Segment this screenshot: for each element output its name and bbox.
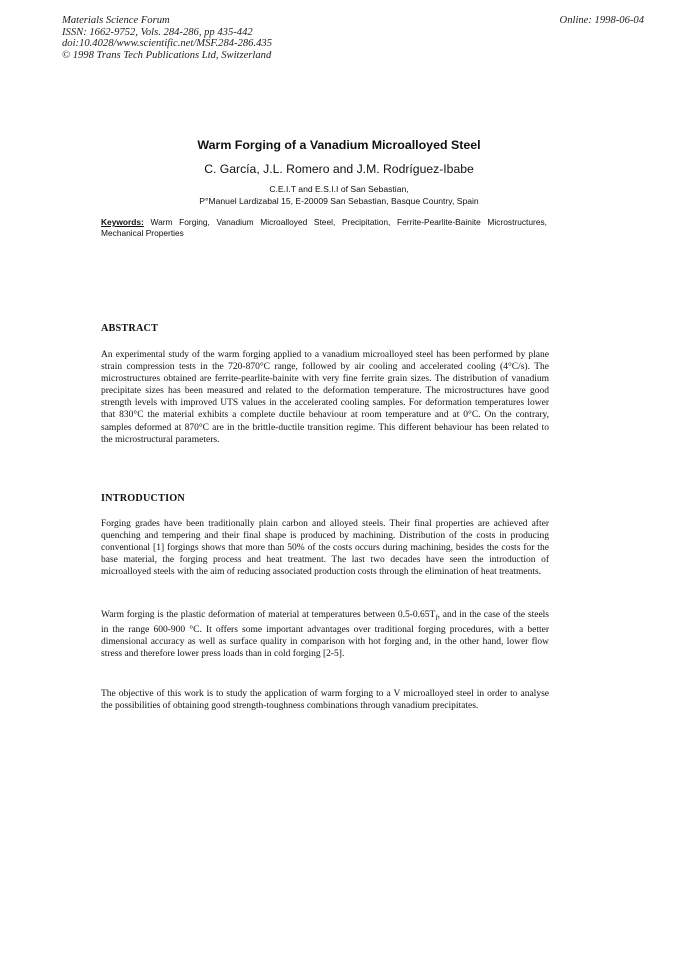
introduction-heading: INTRODUCTION: [101, 493, 185, 504]
abstract-text: An experimental study of the warm forging applied to a vanadium microalloyed steel has been performed by plane strain compression tests in the 720-870°C range, followed by air cooling and accelerated cooling (4°C/s). The microstructures obtained are ferrite-pearlite-bainite with very fine ferrite grain sizes. The distribution of vanadium precipitate sizes has been measured and related to the deformation temperature. The microstructures have good strength levels with improved UTS values in the accelerated cooling samples. For deformation temperatures lower that 830°C the material exhibits a complete ductile behaviour at room temperature and at 0°C. On the contrary, samples deformed at 870°C are in the brittle-ductile transition regime. This different behaviour has been related to the microstructural parameters.: [101, 350, 549, 445]
doi-line[interactable]: doi:10.4028/www.scientific.net/MSF.284-286.435: [62, 38, 272, 50]
issn-line: ISSN: 1662-9752, Vols. 284-286, pp 435-442: [62, 26, 253, 38]
intro-paragraph-1: Forging grades have been traditionally plain carbon and alloyed steels. Their final properties are achieved after quenching and tempering and their final shape is produced by machining. Distribution of the costs in producing conventional [1] forgings shows that more than 50% of the costs occurs during machining, besides the costs for the base material, the forging process and heat treatment. The last two decades have seen the introduction of microalloyed steels with the aim of reducing associated production costs through the elimination of heat treatments.: [101, 519, 549, 578]
keywords-label: Keywords:: [101, 217, 144, 227]
keywords-text: Warm Forging, Vanadium Microalloyed Steel, Precipitation, Ferrite-Pearlite-Bainite Microstructures, Mechanical Properties: [101, 217, 548, 239]
authors: C. García, J.L. Romero and J.M. Rodríguez-Ibabe: [204, 162, 474, 176]
intro-paragraph-2: [101, 609, 549, 660]
keywords: [101, 217, 547, 239]
publication-info: [62, 15, 272, 61]
intro-paragraph-2-start: Warm forging is the plastic deformation of material at temperatures between 0.5-0.65T: [101, 610, 436, 620]
intro-paragraph-2-end: , and in the case of the steels in the range 600-900 °C. It offers some important advantages over traditional forging procedures, with a better dimensional accuracy as well as surface quality in comparison with hot forging and, in the other hand, lower flow stress and therefore lower press loads than in cold forging [2-5].: [101, 610, 549, 660]
online-date: Online: 1998-06-04: [559, 15, 644, 26]
intro-paragraph-3: The objective of this work is to study the application of warm forging to a V microalloyed steel in order to analyse the possibilities of obtaining good strength-toughness combinations through vanadium precipitates.: [101, 689, 549, 712]
abstract-heading: ABSTRACT: [101, 323, 159, 334]
affiliation-line-1: C.E.I.T and E.S.I.I of San Sebastian,: [269, 184, 409, 194]
affiliation-line-2: P°Manuel Lardizabal 15, E-20009 San Sebastian, Basque Country, Spain: [199, 196, 479, 206]
journal-name: Materials Science Forum: [62, 15, 170, 26]
affiliation: [0, 183, 678, 207]
paper-title: Warm Forging of a Vanadium Microalloyed Steel: [197, 138, 481, 152]
copyright-line: © 1998 Trans Tech Publications Ltd, Switzerland: [62, 49, 272, 61]
intro-paragraph-2-subscript: f: [435, 613, 438, 622]
